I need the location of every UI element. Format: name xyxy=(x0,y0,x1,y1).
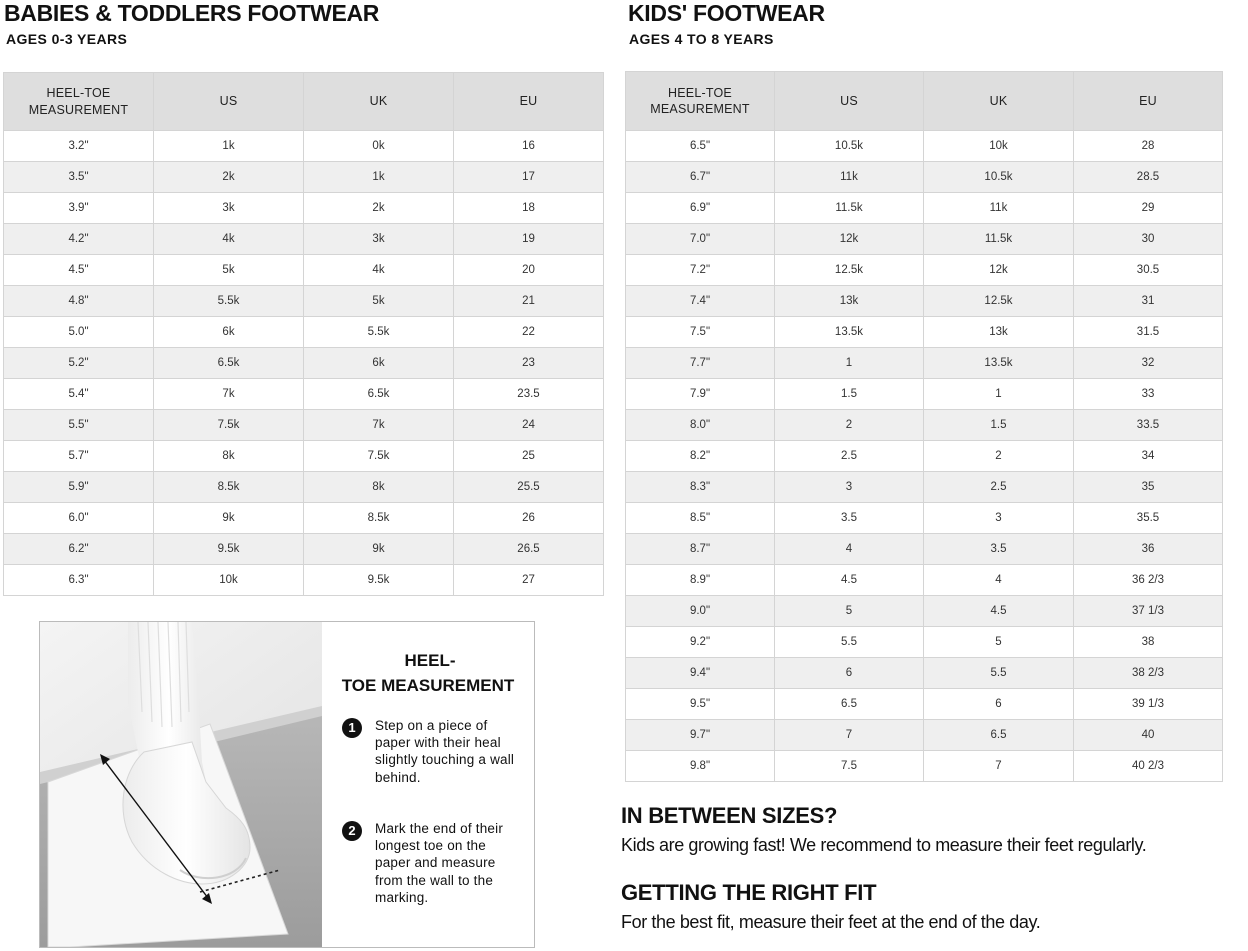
cell-uk: 5.5k xyxy=(304,317,454,348)
cell-us: 12.5k xyxy=(775,255,924,286)
cell-heel-toe: 5.7" xyxy=(4,441,154,472)
foot-on-paper-illustration xyxy=(40,622,322,947)
cell-us: 5 xyxy=(775,596,924,627)
cell-uk: 6.5 xyxy=(924,720,1074,751)
cell-uk: 4 xyxy=(924,565,1074,596)
cell-us: 6k xyxy=(154,317,304,348)
table-row xyxy=(626,720,1223,751)
cell-uk: 2 xyxy=(924,441,1074,472)
header-heel-toe: HEEL-TOE MEASUREMENT xyxy=(4,73,154,131)
cell-us: 11.5k xyxy=(775,193,924,224)
table-row xyxy=(626,162,1223,193)
cell-us: 9.5k xyxy=(154,534,304,565)
table-row xyxy=(4,162,604,193)
table-row xyxy=(4,348,604,379)
cell-eu: 31.5 xyxy=(1074,317,1223,348)
cell-uk: 6k xyxy=(304,348,454,379)
table-row xyxy=(626,317,1223,348)
cell-heel-toe: 9.0" xyxy=(626,596,775,627)
cell-heel-toe: 6.7" xyxy=(626,162,775,193)
cell-eu: 35 xyxy=(1074,472,1223,503)
cell-eu: 23.5 xyxy=(454,379,604,410)
table-row xyxy=(4,410,604,441)
cell-uk: 6 xyxy=(924,689,1074,720)
cell-eu: 38 xyxy=(1074,627,1223,658)
cell-us: 8.5k xyxy=(154,472,304,503)
measurement-title xyxy=(322,648,534,698)
table-row xyxy=(4,193,604,224)
cell-heel-toe: 7.0" xyxy=(626,224,775,255)
cell-eu: 20 xyxy=(454,255,604,286)
cell-heel-toe: 9.4" xyxy=(626,658,775,689)
measurement-title-line2: TOE MEASUREMENT xyxy=(341,676,515,695)
table-row xyxy=(626,565,1223,596)
cell-eu: 29 xyxy=(1074,193,1223,224)
table-row xyxy=(626,503,1223,534)
table-row xyxy=(4,255,604,286)
table-header-row xyxy=(4,73,604,131)
cell-uk: 5k xyxy=(304,286,454,317)
cell-eu: 40 2/3 xyxy=(1074,751,1223,782)
cell-uk: 1.5 xyxy=(924,410,1074,441)
right-fit-text: For the best fit, measure their feet at the end of the day. xyxy=(621,912,1041,932)
babies-toddlers-title: BABIES & TODDLERS FOOTWEAR xyxy=(4,0,380,26)
cell-heel-toe: 6.5" xyxy=(626,131,775,162)
cell-us: 3 xyxy=(775,472,924,503)
measurement-title-line1: HEEL- xyxy=(404,651,456,670)
babies-toddlers-subtitle: AGES 0-3 YEARS xyxy=(6,31,128,47)
cell-uk: 13.5k xyxy=(924,348,1074,379)
step-1-text: Step on a piece of paper with their heal slightly touching a wall behind. xyxy=(375,718,515,785)
cell-us: 2k xyxy=(154,162,304,193)
cell-us: 2 xyxy=(775,410,924,441)
cell-uk: 12k xyxy=(924,255,1074,286)
in-between-sizes-title: IN BETWEEN SIZES? xyxy=(621,803,838,828)
cell-heel-toe: 3.5" xyxy=(4,162,154,193)
cell-uk: 4.5 xyxy=(924,596,1074,627)
cell-us: 5k xyxy=(154,255,304,286)
header-us: US xyxy=(154,73,304,131)
cell-us: 8k xyxy=(154,441,304,472)
header-uk: UK xyxy=(304,73,454,131)
step-2 xyxy=(342,820,532,930)
measurement-panel xyxy=(39,621,535,948)
table-row xyxy=(4,317,604,348)
cell-uk: 5.5 xyxy=(924,658,1074,689)
table-row xyxy=(4,286,604,317)
cell-eu: 33.5 xyxy=(1074,410,1223,441)
cell-eu: 18 xyxy=(454,193,604,224)
header-heel-toe: HEEL-TOE MEASUREMENT xyxy=(626,72,775,131)
cell-us: 6.5 xyxy=(775,689,924,720)
cell-heel-toe: 9.7" xyxy=(626,720,775,751)
kids-footwear-title: KIDS' FOOTWEAR xyxy=(628,0,825,26)
cell-uk: 10.5k xyxy=(924,162,1074,193)
cell-us: 7.5k xyxy=(154,410,304,441)
cell-heel-toe: 6.0" xyxy=(4,503,154,534)
table-row xyxy=(4,565,604,596)
cell-eu: 23 xyxy=(454,348,604,379)
cell-eu: 32 xyxy=(1074,348,1223,379)
cell-uk: 9k xyxy=(304,534,454,565)
kids-size-table xyxy=(625,71,1223,782)
cell-heel-toe: 4.2" xyxy=(4,224,154,255)
table-row xyxy=(626,596,1223,627)
cell-heel-toe: 7.4" xyxy=(626,286,775,317)
cell-uk: 11.5k xyxy=(924,224,1074,255)
cell-us: 13.5k xyxy=(775,317,924,348)
table-row xyxy=(626,131,1223,162)
table-row xyxy=(626,751,1223,782)
cell-uk: 2.5 xyxy=(924,472,1074,503)
cell-us: 4 xyxy=(775,534,924,565)
table-row xyxy=(626,627,1223,658)
table-row xyxy=(4,379,604,410)
cell-eu: 28 xyxy=(1074,131,1223,162)
table-row xyxy=(626,441,1223,472)
cell-uk: 10k xyxy=(924,131,1074,162)
cell-heel-toe: 8.9" xyxy=(626,565,775,596)
table-row xyxy=(626,286,1223,317)
cell-us: 10.5k xyxy=(775,131,924,162)
table-header-row xyxy=(626,72,1223,131)
table-row xyxy=(626,658,1223,689)
foot-measuring-illustration xyxy=(40,622,322,947)
cell-uk: 8k xyxy=(304,472,454,503)
cell-heel-toe: 7.5" xyxy=(626,317,775,348)
cell-eu: 19 xyxy=(454,224,604,255)
cell-us: 6.5k xyxy=(154,348,304,379)
cell-heel-toe: 5.9" xyxy=(4,472,154,503)
cell-us: 3k xyxy=(154,193,304,224)
cell-eu: 28.5 xyxy=(1074,162,1223,193)
cell-us: 5.5k xyxy=(154,286,304,317)
cell-uk: 3 xyxy=(924,503,1074,534)
cell-eu: 31 xyxy=(1074,286,1223,317)
cell-uk: 2k xyxy=(304,193,454,224)
table-row xyxy=(626,410,1223,441)
cell-uk: 3k xyxy=(304,224,454,255)
table-row xyxy=(626,379,1223,410)
table-row xyxy=(626,193,1223,224)
cell-uk: 6.5k xyxy=(304,379,454,410)
cell-heel-toe: 6.2" xyxy=(4,534,154,565)
babies-size-table xyxy=(3,72,604,596)
cell-eu: 22 xyxy=(454,317,604,348)
table-row xyxy=(4,472,604,503)
header-eu: EU xyxy=(1074,72,1223,131)
in-between-sizes-text: Kids are growing fast! We recommend to measure their feet regularly. xyxy=(621,835,1147,855)
cell-heel-toe: 8.7" xyxy=(626,534,775,565)
cell-uk: 13k xyxy=(924,317,1074,348)
cell-heel-toe: 3.2" xyxy=(4,131,154,162)
kids-footwear-subtitle: AGES 4 TO 8 YEARS xyxy=(629,31,774,47)
cell-heel-toe: 8.0" xyxy=(626,410,775,441)
cell-eu: 36 2/3 xyxy=(1074,565,1223,596)
cell-heel-toe: 7.9" xyxy=(626,379,775,410)
cell-heel-toe: 5.4" xyxy=(4,379,154,410)
table-row xyxy=(626,689,1223,720)
cell-uk: 8.5k xyxy=(304,503,454,534)
cell-heel-toe: 5.5" xyxy=(4,410,154,441)
cell-uk: 1 xyxy=(924,379,1074,410)
cell-heel-toe: 4.5" xyxy=(4,255,154,286)
cell-us: 4.5 xyxy=(775,565,924,596)
cell-us: 5.5 xyxy=(775,627,924,658)
table-row xyxy=(626,255,1223,286)
cell-uk: 11k xyxy=(924,193,1074,224)
cell-heel-toe: 6.9" xyxy=(626,193,775,224)
cell-heel-toe: 7.2" xyxy=(626,255,775,286)
cell-us: 13k xyxy=(775,286,924,317)
cell-us: 11k xyxy=(775,162,924,193)
cell-heel-toe: 9.5" xyxy=(626,689,775,720)
cell-eu: 17 xyxy=(454,162,604,193)
cell-heel-toe: 9.2" xyxy=(626,627,775,658)
cell-eu: 40 xyxy=(1074,720,1223,751)
header-us: US xyxy=(775,72,924,131)
cell-us: 7k xyxy=(154,379,304,410)
cell-eu: 16 xyxy=(454,131,604,162)
cell-uk: 1k xyxy=(304,162,454,193)
cell-uk: 9.5k xyxy=(304,565,454,596)
cell-us: 12k xyxy=(775,224,924,255)
cell-us: 3.5 xyxy=(775,503,924,534)
cell-heel-toe: 9.8" xyxy=(626,751,775,782)
step-1 xyxy=(342,717,532,807)
cell-eu: 25.5 xyxy=(454,472,604,503)
cell-us: 7 xyxy=(775,720,924,751)
cell-eu: 21 xyxy=(454,286,604,317)
cell-heel-toe: 4.8" xyxy=(4,286,154,317)
cell-eu: 35.5 xyxy=(1074,503,1223,534)
header-uk: UK xyxy=(924,72,1074,131)
cell-us: 9k xyxy=(154,503,304,534)
cell-uk: 5 xyxy=(924,627,1074,658)
table-row xyxy=(626,224,1223,255)
cell-us: 1k xyxy=(154,131,304,162)
cell-eu: 34 xyxy=(1074,441,1223,472)
cell-heel-toe: 5.0" xyxy=(4,317,154,348)
cell-heel-toe: 5.2" xyxy=(4,348,154,379)
step-2-text: Mark the end of their longest toe on the paper and measure from the wall to the marking. xyxy=(375,821,504,905)
cell-eu: 25 xyxy=(454,441,604,472)
cell-heel-toe: 8.3" xyxy=(626,472,775,503)
cell-heel-toe: 6.3" xyxy=(4,565,154,596)
step-2-number-icon: 2 xyxy=(342,821,362,841)
cell-uk: 4k xyxy=(304,255,454,286)
table-row xyxy=(626,348,1223,379)
cell-uk: 0k xyxy=(304,131,454,162)
cell-us: 6 xyxy=(775,658,924,689)
cell-eu: 33 xyxy=(1074,379,1223,410)
cell-us: 1.5 xyxy=(775,379,924,410)
cell-heel-toe: 3.9" xyxy=(4,193,154,224)
cell-uk: 7k xyxy=(304,410,454,441)
cell-heel-toe: 8.5" xyxy=(626,503,775,534)
cell-eu: 26 xyxy=(454,503,604,534)
cell-us: 1 xyxy=(775,348,924,379)
header-eu: EU xyxy=(454,73,604,131)
cell-heel-toe: 8.2" xyxy=(626,441,775,472)
cell-eu: 27 xyxy=(454,565,604,596)
table-row xyxy=(4,131,604,162)
cell-uk: 7 xyxy=(924,751,1074,782)
cell-heel-toe: 7.7" xyxy=(626,348,775,379)
measurement-instructions xyxy=(322,622,534,947)
cell-uk: 12.5k xyxy=(924,286,1074,317)
table-row xyxy=(626,534,1223,565)
cell-eu: 37 1/3 xyxy=(1074,596,1223,627)
cell-us: 4k xyxy=(154,224,304,255)
table-row xyxy=(626,472,1223,503)
table-row xyxy=(4,534,604,565)
table-row xyxy=(4,224,604,255)
table-row xyxy=(4,441,604,472)
table-row xyxy=(4,503,604,534)
cell-uk: 7.5k xyxy=(304,441,454,472)
cell-us: 7.5 xyxy=(775,751,924,782)
cell-uk: 3.5 xyxy=(924,534,1074,565)
cell-eu: 24 xyxy=(454,410,604,441)
right-fit-title: GETTING THE RIGHT FIT xyxy=(621,880,877,905)
cell-eu: 26.5 xyxy=(454,534,604,565)
cell-eu: 30 xyxy=(1074,224,1223,255)
cell-us: 10k xyxy=(154,565,304,596)
step-1-number-icon: 1 xyxy=(342,718,362,738)
cell-eu: 30.5 xyxy=(1074,255,1223,286)
cell-us: 2.5 xyxy=(775,441,924,472)
cell-eu: 39 1/3 xyxy=(1074,689,1223,720)
cell-eu: 36 xyxy=(1074,534,1223,565)
cell-eu: 38 2/3 xyxy=(1074,658,1223,689)
